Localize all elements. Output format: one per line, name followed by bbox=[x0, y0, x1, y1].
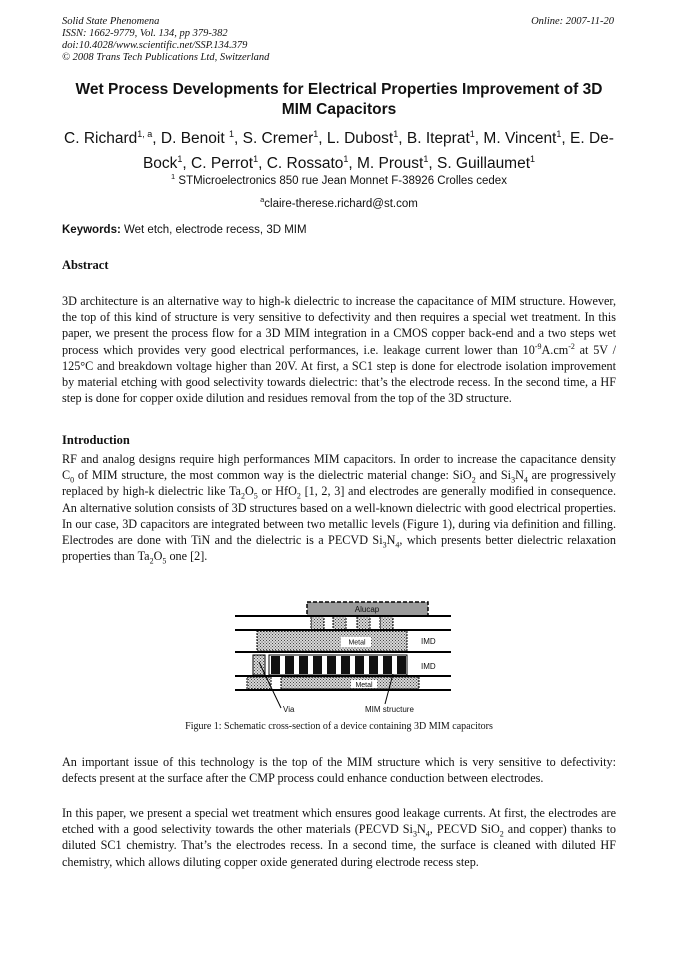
author-name: S. Cremer bbox=[242, 130, 314, 148]
author-affiliation-marker: 1 bbox=[228, 129, 234, 139]
mim-structure bbox=[269, 655, 407, 675]
author-name: C. Perrot bbox=[191, 155, 254, 173]
keywords bbox=[62, 224, 307, 236]
author-affiliation-marker: 1 bbox=[177, 154, 183, 165]
present-text: , PECVD SiO bbox=[429, 822, 500, 837]
intro-sub: 5 bbox=[162, 556, 167, 566]
author-affiliation-marker: 1 bbox=[530, 154, 536, 165]
introduction-heading: Introduction bbox=[62, 433, 130, 447]
abstract-sup-2: -2 bbox=[568, 341, 575, 351]
author-name: L. Dubost bbox=[326, 130, 394, 148]
top-barrier-line bbox=[235, 615, 451, 617]
body-paragraph-issue: An important issue of this technology is the top of the MIM structure which is very sensitive to defectivity: defects present at the surface after the CMP process could enhance conduction between electrodes. bbox=[62, 755, 616, 786]
intro-text: one [2]. bbox=[166, 549, 208, 564]
figure-caption: Figure 1: Schematic cross-section of a device containing 3D MIM capacitors bbox=[185, 721, 493, 732]
alucap-label: Alucap bbox=[354, 605, 380, 614]
author-affiliation-marker: 1 bbox=[423, 154, 429, 165]
author-name: C. Rossato bbox=[266, 155, 344, 173]
alucap-contacts bbox=[311, 616, 393, 630]
journal-header bbox=[62, 16, 269, 64]
present-text: N bbox=[416, 822, 426, 837]
metal-top-layer bbox=[257, 631, 407, 651]
author-separator: , bbox=[318, 130, 327, 148]
body-paragraph-present bbox=[62, 805, 616, 870]
metal-top-label: Metal bbox=[348, 639, 366, 647]
metal-bottom-label: Metal bbox=[355, 682, 373, 689]
abstract-text-2: A.cm bbox=[541, 342, 569, 357]
introduction-paragraph bbox=[62, 451, 616, 564]
abstract-text-3: at 5V / 125°C and breakdown voltage higher than 20V. At first, a SC1 step is done for electrode isolation improvement by material etching with good selectivity towards dielectric: that’s the electrode recess. In the second time, a HF step is done for copper oxide dilution and residues removal from the top of the 3D structure. bbox=[62, 342, 616, 406]
author-separator: , bbox=[152, 130, 161, 148]
author-list bbox=[62, 124, 616, 174]
author-separator: , bbox=[561, 130, 571, 148]
intro-sub: 2 bbox=[240, 491, 245, 501]
author-separator: , bbox=[258, 155, 267, 173]
author-name: M. Proust bbox=[357, 155, 424, 173]
alucap-layer bbox=[307, 602, 428, 616]
metal-bottom-layer bbox=[247, 677, 419, 689]
intro-sub: 0 bbox=[70, 475, 75, 485]
imd-bottom-label: IMD bbox=[421, 662, 436, 671]
author-name: C. Richard bbox=[64, 130, 138, 148]
intro-text: of MIM structure, the most common way is the dielectric material change: SiO bbox=[74, 468, 472, 483]
mim-structure-label: MIM structure bbox=[365, 705, 414, 714]
abstract-heading: Abstract bbox=[62, 258, 109, 272]
email-text: claire-therese.richard@st.com bbox=[264, 197, 418, 210]
author-separator: , bbox=[348, 155, 358, 173]
intro-text: , which presents better dielectric relaxation properties than Ta bbox=[62, 533, 616, 564]
imd-top-label: IMD bbox=[421, 637, 436, 646]
intro-sub: 2 bbox=[149, 556, 154, 566]
affiliation-marker: 1 bbox=[171, 172, 176, 181]
mim-cross-section-figure bbox=[233, 598, 453, 716]
present-sub: 2 bbox=[499, 829, 504, 839]
author-affiliation-marker: 1 bbox=[343, 154, 349, 165]
author-affiliation-marker: 1, a bbox=[137, 129, 153, 139]
keywords-label: Keywords: bbox=[62, 224, 121, 236]
journal-name: Solid State Phenomena bbox=[62, 16, 160, 27]
intro-text: are progressively replaced by high-k dielectric like Ta bbox=[62, 468, 616, 499]
author-separator: , bbox=[428, 155, 437, 173]
author-name: B. Iteprat bbox=[406, 130, 470, 148]
author-name: M. Vincent bbox=[483, 130, 557, 148]
intro-sub: 2 bbox=[296, 491, 301, 501]
intro-sub: 5 bbox=[253, 491, 258, 501]
intro-text: O bbox=[153, 549, 163, 564]
email-marker: a bbox=[260, 195, 265, 204]
intro-text: or HfO bbox=[257, 484, 297, 499]
present-sub: 3 bbox=[412, 829, 417, 839]
abstract-sup-1: -9 bbox=[534, 341, 542, 351]
via-plug bbox=[253, 655, 265, 675]
author-separator: , bbox=[474, 130, 484, 148]
paper-title: Wet Process Developments for Electrical Properties Improvement of 3D MIM Capacitors bbox=[75, 81, 603, 118]
journal-doi: doi:10.4028/www.scientific.net/SSP.134.379 bbox=[62, 40, 248, 51]
barrier-line bbox=[235, 689, 451, 691]
affiliation-text: STMicroelectronics 850 rue Jean Monnet F-38926 Crolles cedex bbox=[178, 174, 507, 187]
author-separator: , bbox=[233, 130, 243, 148]
present-text: and copper) thanks to diluted SC1 chemistry. That’s the electrodes recess. In a second time, the surface is cleaned with diluted HF chemistry, which allows diluting copper oxide generated during electrode recess step. bbox=[62, 822, 616, 869]
author-separator: , bbox=[398, 130, 407, 148]
affiliation bbox=[62, 172, 616, 187]
author-affiliation-marker: 1 bbox=[253, 154, 259, 165]
intro-text: [1, 2, 3] and electrodes are generally modified in consequence. An alternative solution consists of 3D structures based on a well-known dielectric with good electrical properties. In our case, 3D capacitors are integrated between two metallic levels (Figure 1), during via definition and filling. Electrodes are done with TiN and the dielectric is a PECVD Si bbox=[62, 484, 616, 548]
author-name: D. Benoit bbox=[160, 130, 229, 148]
author-name: S. Guillaumet bbox=[436, 155, 531, 173]
abstract-paragraph bbox=[62, 293, 616, 406]
author-email bbox=[62, 195, 616, 210]
present-sub: 4 bbox=[425, 829, 430, 839]
intro-text: O bbox=[244, 484, 254, 499]
journal-issn: ISSN: 1662-9779, Vol. 134, pp 379-382 bbox=[62, 28, 228, 39]
intro-text: and Si bbox=[475, 468, 512, 483]
intro-sub: 3 bbox=[382, 540, 387, 550]
intro-text: N bbox=[515, 468, 524, 483]
keywords-text: Wet etch, electrode recess, 3D MIM bbox=[120, 224, 307, 236]
author-separator: , bbox=[182, 155, 192, 173]
author-affiliation-marker: 1 bbox=[313, 129, 319, 139]
intro-sub: 4 bbox=[523, 475, 528, 485]
online-date: Online: 2007-11-20 bbox=[531, 16, 614, 27]
intro-sub: 2 bbox=[471, 475, 476, 485]
via-label: Via bbox=[283, 705, 295, 714]
intro-text: RF and analog designs require high performances MIM capacitors. In order to increase the capacitance density C bbox=[62, 452, 616, 483]
author-affiliation-marker: 1 bbox=[469, 129, 475, 139]
journal-copyright: © 2008 Trans Tech Publications Ltd, Switzerland bbox=[62, 52, 270, 63]
author-affiliation-marker: 1 bbox=[556, 129, 562, 139]
author-name: E. De-Bock bbox=[142, 130, 614, 173]
abstract-text-1: 3D architecture is an alternative way to high-k dielectric to increase the capacitance of MIM structure. However, the top of this kind of structure is very sensitive to defectivity and then requires a special wet treatment. In this paper, we present the process flow for a 3D MIM integration in a CMOS copper back-end and a two steps wet process which provides very good electrical performances, i.e. leakage current lower than 10 bbox=[62, 294, 616, 357]
author-affiliation-marker: 1 bbox=[393, 129, 399, 139]
intro-text: N bbox=[386, 533, 396, 548]
barrier-line bbox=[235, 651, 451, 653]
intro-sub: 4 bbox=[395, 540, 400, 550]
present-text: In this paper, we present a special wet treatment which ensures good leakage currents. At first, the electrodes are etched with a good selectivity towards the other materials (PECVD Si bbox=[62, 806, 616, 837]
intro-sub: 3 bbox=[511, 475, 516, 485]
